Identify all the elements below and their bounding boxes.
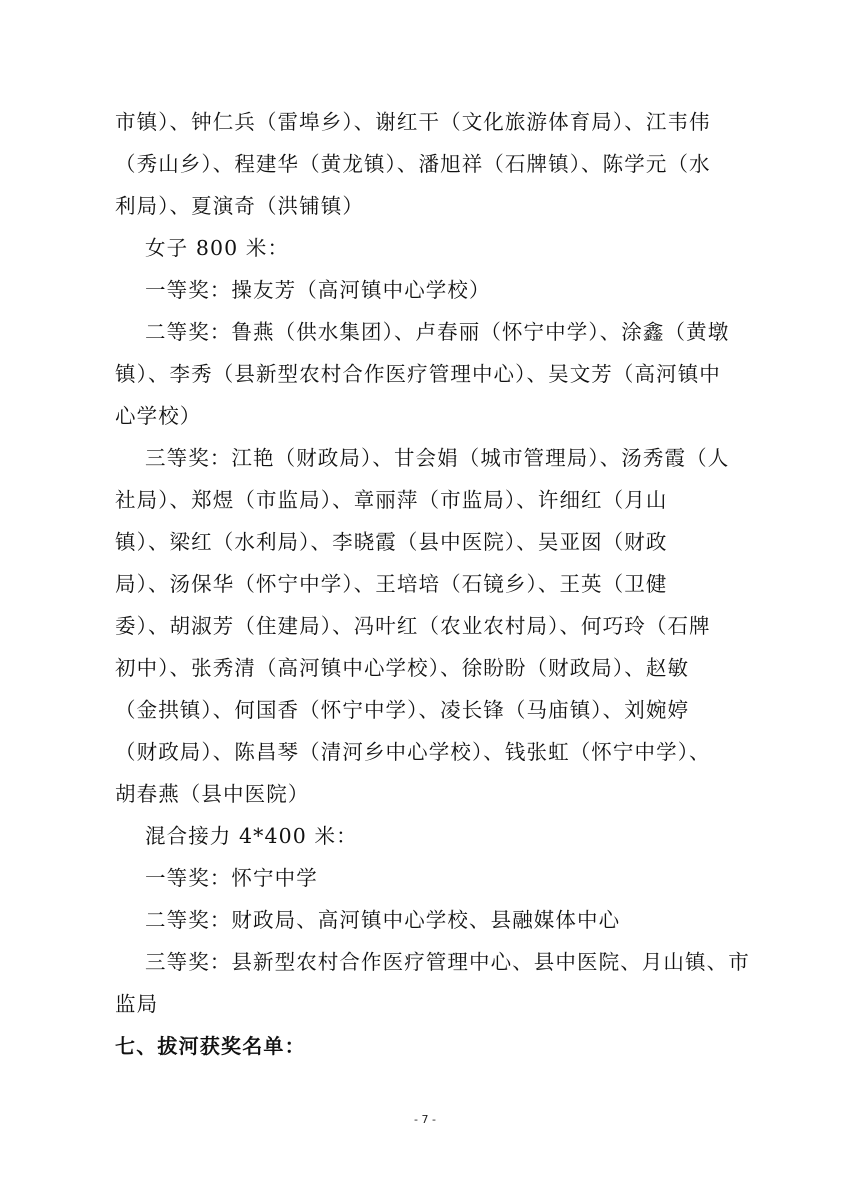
second-prize-line: 二等奖：财政局、高河镇中心学校、县融媒体中心 <box>145 908 621 932</box>
text-line: 心学校） <box>115 404 202 428</box>
second-prize-line: 二等奖：鲁燕（供水集团）、卢春丽（怀宁中学）、涂鑫（黄墩 <box>145 320 730 344</box>
text-line: 镇）、梁红（水利局）、李晓霞（县中医院）、吴亚囡（财政 <box>115 530 668 554</box>
text-line: （财政局）、陈昌琴（清河乡中心学校）、钱张虹（怀宁中学）、 <box>115 740 711 764</box>
first-prize-line: 一等奖：操友芳（高河镇中心学校） <box>145 278 491 302</box>
text-line: 镇）、李秀（县新型农村合作医疗管理中心）、吴文芳（高河镇中 <box>115 362 721 386</box>
first-prize-line: 一等奖：怀宁中学 <box>145 866 318 890</box>
text-line: 委）、胡淑芳（住建局）、冯叶红（农业农村局）、何巧玲（石牌 <box>115 614 711 638</box>
text-line: 初中）、张秀清（高河镇中心学校）、徐盼盼（财政局）、赵敏 <box>115 656 690 680</box>
text-line: 局）、汤保华（怀宁中学）、王培培（石镜乡）、王英（卫健 <box>115 572 668 596</box>
text-line: 监局 <box>115 992 159 1016</box>
text-line: 胡春燕（县中医院） <box>115 782 310 806</box>
page-number: - 7 - <box>414 1113 436 1126</box>
text-line: 社局）、郑煜（市监局）、章丽萍（市监局）、许细红（月山 <box>115 488 668 512</box>
text-line: 利局）、夏演奇（洪铺镇） <box>115 194 364 218</box>
third-prize-line: 三等奖：县新型农村合作医疗管理中心、县中医院、月山镇、市 <box>145 950 750 974</box>
event-title-women-800m: 女子 800 米： <box>145 236 290 260</box>
third-prize-line: 三等奖：江艳（财政局）、甘会娟（城市管理局）、汤秀霞（人 <box>145 446 730 470</box>
text-line: （金拱镇）、何国香（怀宁中学）、凌长锋（马庙镇）、刘婉婷 <box>115 698 690 722</box>
text-line: （秀山乡）、程建华（黄龙镇）、潘旭祥（石牌镇）、陈学元（水 <box>115 152 711 176</box>
event-title-mixed-relay: 混合接力 4*400 米： <box>145 824 358 848</box>
text-line: 市镇）、钟仁兵（雷埠乡）、谢红干（文化旅游体育局）、江韦伟 <box>115 110 711 134</box>
section-heading-tug-of-war: 七、拔河获奖名单： <box>115 1034 306 1058</box>
